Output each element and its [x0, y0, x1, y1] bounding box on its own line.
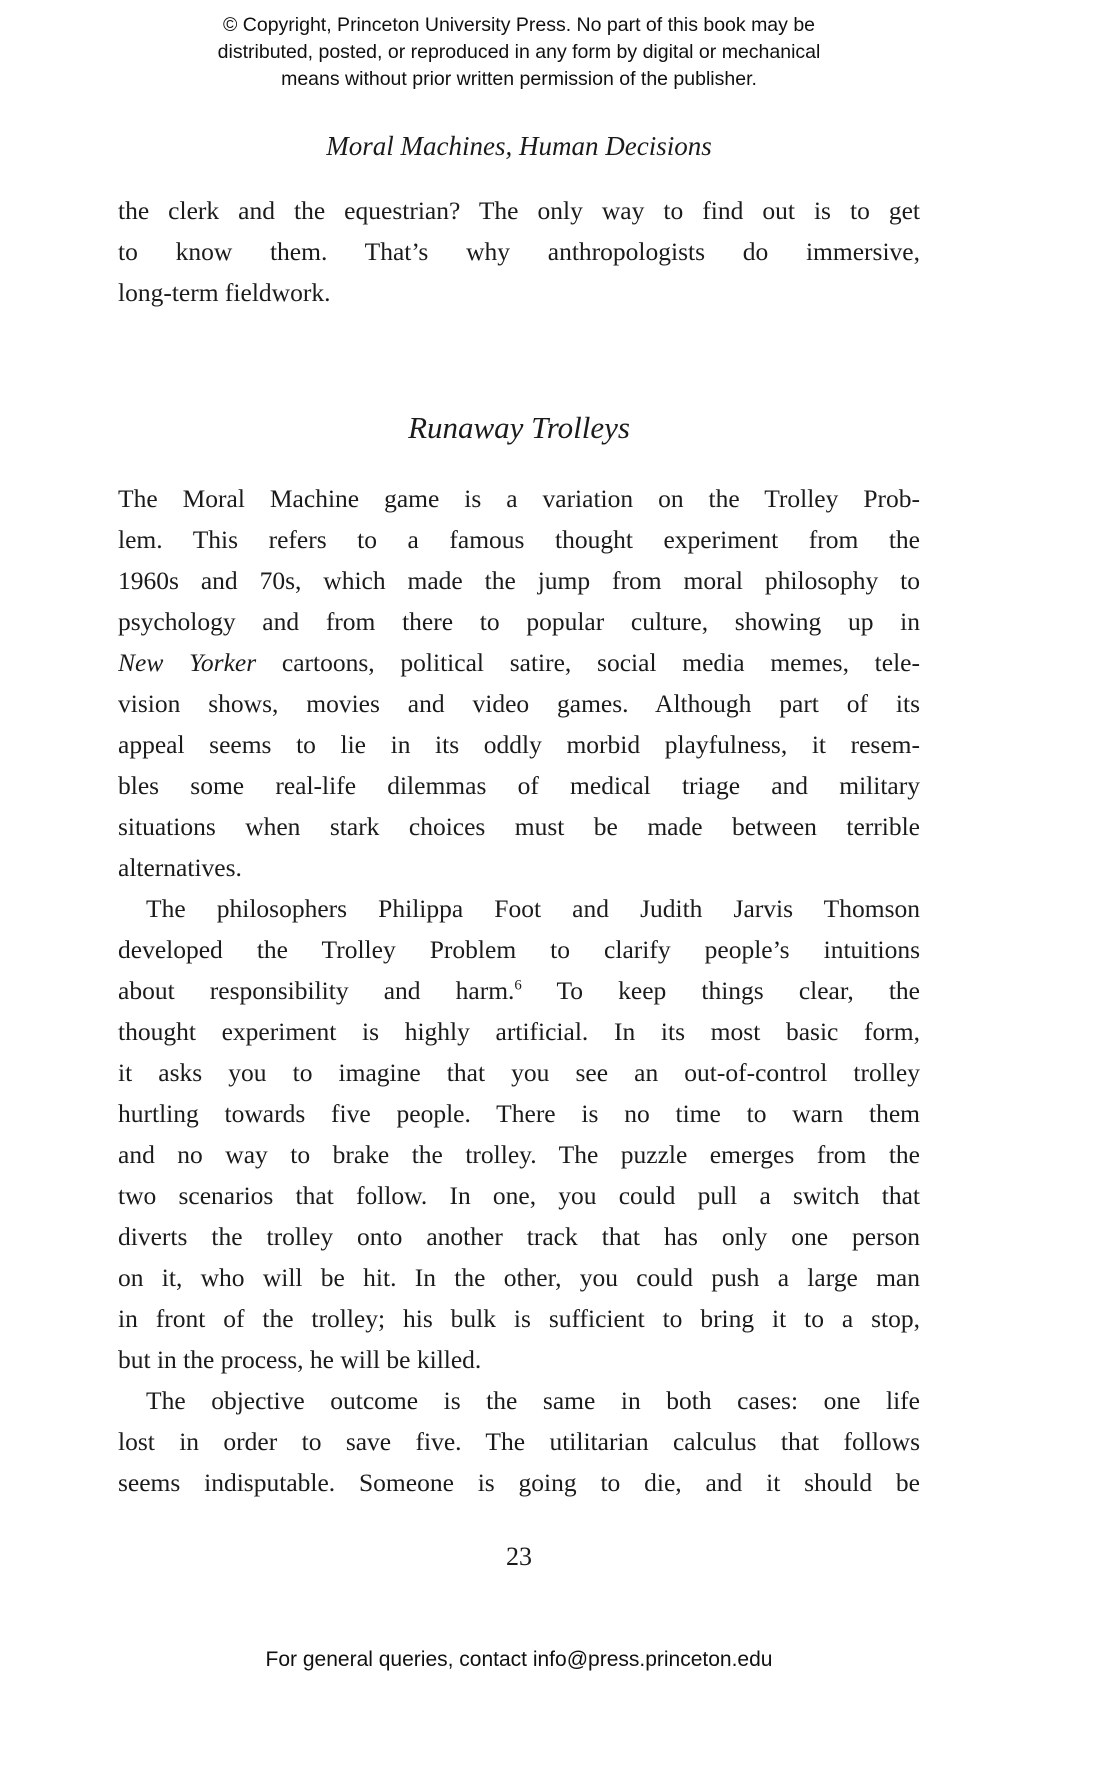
- text-segment: cartoons, political satire, social media memes, tele-: [256, 648, 920, 677]
- body-line: [118, 601, 920, 642]
- body-line: [118, 190, 920, 231]
- body-line: [118, 847, 920, 888]
- text-segment: bles some real-life dilemmas of medical triage and military: [118, 771, 920, 800]
- text-segment: hurtling towards five people. There is no time to warn them: [118, 1099, 920, 1128]
- text-segment: vision shows, movies and video games. Although part of its: [118, 689, 920, 718]
- body-line: [118, 724, 920, 765]
- text-segment: lost in order to save five. The utilitarian calculus that follows: [118, 1427, 920, 1456]
- body-line: [118, 478, 920, 519]
- body-line: [118, 1339, 920, 1380]
- body-line: [118, 888, 920, 929]
- body-line: [118, 1462, 920, 1503]
- running-head: Moral Machines, Human Decisions: [326, 131, 712, 161]
- body-line: [118, 231, 920, 272]
- paragraphs-after-heading: [118, 478, 920, 1503]
- text-segment: psychology and from there to popular culture, showing up in: [118, 607, 920, 636]
- italic-title: New Yorker: [118, 648, 257, 677]
- text-segment: to know them. That’s why anthropologists do immersive,: [118, 237, 920, 266]
- text-segment: it asks you to imagine that you see an out-of-control trolley: [118, 1058, 920, 1087]
- body-line: [118, 1380, 920, 1421]
- text-segment: alternatives.: [118, 853, 242, 882]
- body-line: [118, 1175, 920, 1216]
- body-line: [118, 642, 920, 683]
- body-line: [118, 1257, 920, 1298]
- body-line: [118, 1093, 920, 1134]
- body-line: [118, 1011, 920, 1052]
- copyright-notice: [118, 12, 920, 93]
- text-segment: To keep things clear, the: [521, 976, 920, 1005]
- text-segment: diverts the trolley onto another track that has only one person: [118, 1222, 920, 1251]
- text-segment: lem. This refers to a famous thought experiment from the: [118, 525, 920, 554]
- text-segment: seems indisputable. Someone is going to die, and it should be: [118, 1468, 920, 1497]
- text-segment: but in the process, he will be killed.: [118, 1345, 482, 1374]
- body-line: [118, 560, 920, 601]
- body-line: [118, 1052, 920, 1093]
- text-segment: The objective outcome is the same in both cases: one life: [146, 1386, 920, 1415]
- footnote-marker: 6: [514, 977, 522, 994]
- body-line: [118, 272, 920, 313]
- text-segment: The Moral Machine game is a variation on the Trolley Prob-: [118, 484, 920, 513]
- body-text: [118, 190, 920, 1503]
- text-segment: 1960s and 70s, which made the jump from moral philosophy to: [118, 566, 920, 595]
- copyright-line: means without prior written permission of the publisher.: [281, 68, 757, 90]
- text-segment: appeal seems to lie in its oddly morbid playfulness, it resem-: [118, 730, 920, 759]
- text-segment: two scenarios that follow. In one, you could pull a switch that: [118, 1181, 920, 1210]
- body-line: [118, 970, 920, 1011]
- text-segment: about responsibility and harm.: [118, 976, 515, 1005]
- text-segment: The philosophers Philippa Foot and Judith Jarvis Thomson: [146, 894, 920, 923]
- body-line: [118, 929, 920, 970]
- paragraphs-before-heading: [118, 190, 920, 313]
- page-number: 23: [506, 1542, 532, 1571]
- body-line: [118, 1134, 920, 1175]
- text-segment: and no way to brake the trolley. The puzzle emerges from the: [118, 1140, 920, 1169]
- body-line: [118, 683, 920, 724]
- body-line: [118, 765, 920, 806]
- body-line: [118, 1421, 920, 1462]
- text-segment: long-term fieldwork.: [118, 278, 331, 307]
- text-segment: on it, who will be hit. In the other, you could push a large man: [118, 1263, 920, 1292]
- text-segment: the clerk and the equestrian? The only way to find out is to get: [118, 196, 920, 225]
- body-line: [118, 519, 920, 560]
- copyright-line: © Copyright, Princeton University Press. No part of this book may be: [222, 14, 816, 36]
- section-heading: Runaway Trolleys: [408, 410, 630, 445]
- footer-contact: For general queries, contact info@press.princeton.edu: [265, 1648, 773, 1671]
- body-line: [118, 1298, 920, 1339]
- text-segment: situations when stark choices must be made between terrible: [118, 812, 920, 841]
- text-segment: developed the Trolley Problem to clarify people’s intuitions: [118, 935, 920, 964]
- copyright-line: distributed, posted, or reproduced in any form by digital or mechanical: [217, 41, 821, 63]
- body-line: [118, 806, 920, 847]
- text-segment: in front of the trolley; his bulk is sufficient to bring it to a stop,: [118, 1304, 920, 1333]
- body-line: [118, 1216, 920, 1257]
- text-segment: thought experiment is highly artificial. In its most basic form,: [118, 1017, 920, 1046]
